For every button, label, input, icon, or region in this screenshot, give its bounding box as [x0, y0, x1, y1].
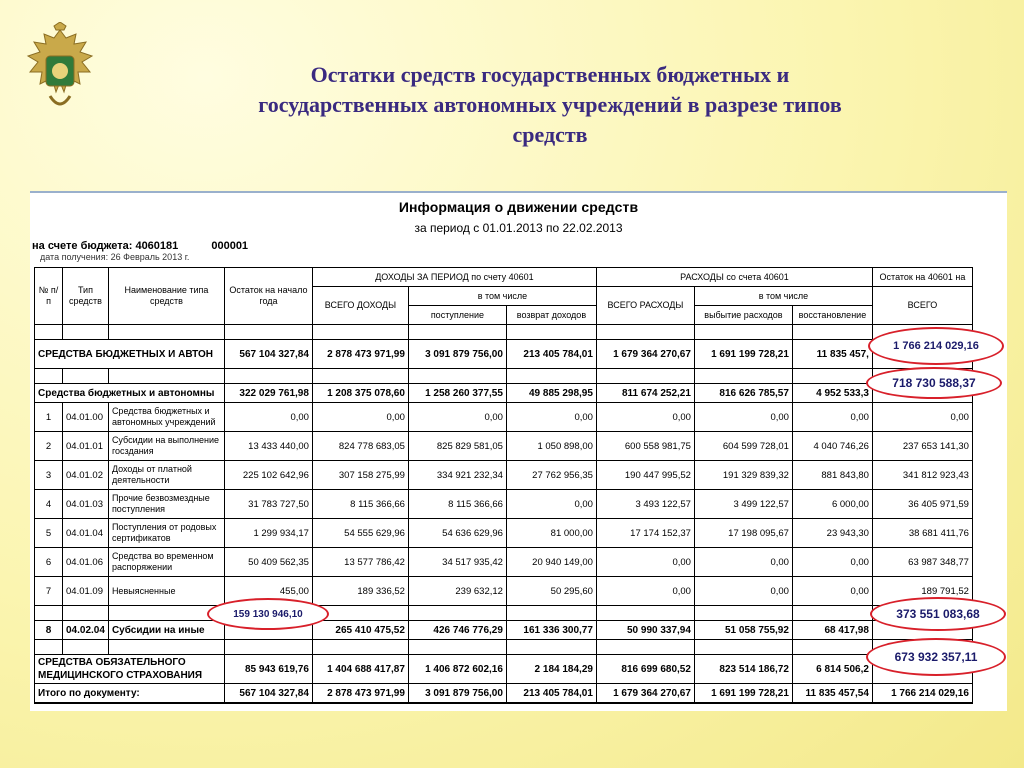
cell: 0,00: [596, 577, 694, 606]
table-row: [35, 577, 973, 606]
header-expense-incl: в том числе: [694, 287, 872, 306]
row-name: Поступления от родовых сертификатов: [108, 519, 224, 548]
cell: 1 404 688 417,87: [312, 655, 408, 684]
cell: 81 000,00: [506, 519, 596, 548]
cell: 50 990 337,94: [596, 621, 694, 640]
row-name: Субсидии на выполнение госздания: [108, 432, 224, 461]
table-row-budget-auto: [35, 340, 973, 369]
spacer-row: [35, 369, 973, 384]
row-code: 04.01.01: [63, 432, 109, 461]
header-expense-out: выбытие расходов: [694, 306, 792, 325]
cell: 816 699 680,52: [596, 655, 694, 684]
row-code: 04.02.04: [63, 621, 109, 640]
table-row-oms: [35, 655, 973, 684]
cell: 8 115 366,66: [312, 490, 408, 519]
cell: 13 433 440,00: [224, 432, 312, 461]
cell: 334 921 232,34: [408, 461, 506, 490]
cell: 17 174 152,37: [596, 519, 694, 548]
header-expense-group: РАСХОДЫ со счета 40601: [596, 268, 872, 287]
row-name: Средства во временном распоряжении: [108, 548, 224, 577]
spacer-row: [35, 606, 973, 621]
header-expense-total: ВСЕГО РАСХОДЫ: [596, 287, 694, 325]
table-row: [35, 432, 973, 461]
row-num: 7: [35, 577, 63, 606]
row-code: 04.01.03: [63, 490, 109, 519]
header-expense-restore: восстановление: [792, 306, 872, 325]
table-row-subsidy: [35, 621, 973, 640]
cell: 0,00: [792, 548, 872, 577]
cell: 11 835 457,54: [792, 684, 872, 704]
highlight-oval-subsidy-end: 373 551 083,68: [870, 597, 1006, 631]
row-num: 1: [35, 403, 63, 432]
header-name: Наименование типа средств: [108, 268, 224, 325]
cell: 3 091 879 756,00: [408, 684, 506, 704]
cell: 567 104 327,84: [224, 340, 312, 369]
cell: 49 885 298,95: [506, 384, 596, 403]
cell: 20 940 149,00: [506, 548, 596, 577]
cell: 239 632,12: [408, 577, 506, 606]
cell: 0,00: [312, 403, 408, 432]
cell: 225 102 642,96: [224, 461, 312, 490]
cell: 51 058 755,92: [694, 621, 792, 640]
highlight-oval-budget-auto: 1 766 214 029,16: [868, 327, 1004, 365]
row-num: 4: [35, 490, 63, 519]
received-date: дата получения: 26 Февраль 2013 г.: [40, 252, 190, 262]
cell: 604 599 728,01: [694, 432, 792, 461]
row-num: 8: [35, 621, 63, 640]
document-period: за период с 01.01.2013 по 22.02.2013: [414, 221, 623, 235]
table-row: [35, 403, 973, 432]
cell: 13 577 786,42: [312, 548, 408, 577]
table-row: [35, 519, 973, 548]
row-num: 2: [35, 432, 63, 461]
cell: 17 198 095,67: [694, 519, 792, 548]
row-name: СРЕДСТВА БЮДЖЕТНЫХ И АВТОН: [35, 340, 225, 369]
table-row: [35, 490, 973, 519]
total-label: Итого по документу:: [35, 684, 225, 704]
cell: 0,00: [224, 403, 312, 432]
cell: 213 405 784,01: [506, 684, 596, 704]
cell: 2 184 184,29: [506, 655, 596, 684]
cell: 189 791,52: [872, 577, 972, 606]
header-income-incl: в том числе: [408, 287, 596, 306]
table-row-budget-auto-2: [35, 384, 973, 403]
cell: 1 299 934,17: [224, 519, 312, 548]
cell: 85 943 619,76: [224, 655, 312, 684]
cell: 816 626 785,57: [694, 384, 792, 403]
cell: 1 679 364 270,67: [596, 684, 694, 704]
row-num: 3: [35, 461, 63, 490]
cell: 191 329 839,32: [694, 461, 792, 490]
cell: 190 447 995,52: [596, 461, 694, 490]
cell: 0,00: [408, 403, 506, 432]
cell: 2 878 473 971,99: [312, 684, 408, 704]
cell: 6 814 506,2: [792, 655, 872, 684]
cell: 1 679 364 270,67: [596, 340, 694, 369]
table-row-total: [35, 684, 973, 704]
row-name: [35, 655, 225, 684]
cell: 881 843,80: [792, 461, 872, 490]
cell: 3 499 122,57: [694, 490, 792, 519]
report-sheet: [30, 191, 1007, 711]
cell: 68 417,98: [792, 621, 872, 640]
slide-title: [170, 60, 930, 150]
cell: 8 115 366,66: [408, 490, 506, 519]
cell: 811 674 252,21: [596, 384, 694, 403]
cell: 1 406 872 602,16: [408, 655, 506, 684]
cell: 63 987 348,77: [872, 548, 972, 577]
cell: 0,00: [506, 490, 596, 519]
header-row-1: [35, 268, 973, 287]
cell: 36 405 971,59: [872, 490, 972, 519]
account-line: [32, 240, 248, 252]
cell: 1 050 898,00: [506, 432, 596, 461]
cell: 27 762 956,35: [506, 461, 596, 490]
cell: 50 295,60: [506, 577, 596, 606]
header-end-group: Остаток на 40601 на: [872, 268, 972, 287]
cell: 3 493 122,57: [596, 490, 694, 519]
item-rows: [35, 403, 973, 606]
cell: 567 104 327,84: [224, 684, 312, 704]
highlight-oval-oms: 673 932 357,11: [866, 638, 1006, 676]
row-code: 04.01.02: [63, 461, 109, 490]
highlight-oval-subsidy-start: 159 130 946,10: [207, 598, 329, 630]
cell: 23 943,30: [792, 519, 872, 548]
cell: 0,00: [596, 548, 694, 577]
header-income-group: ДОХОДЫ ЗА ПЕРИОД по счету 40601: [312, 268, 596, 287]
cell: 0,00: [506, 403, 596, 432]
header-num: № п/п: [35, 268, 63, 325]
title-line-1: Остатки средств государственных бюджетных и: [310, 62, 790, 87]
cell: 341 812 923,43: [872, 461, 972, 490]
cell: 0,00: [792, 577, 872, 606]
row-name: Прочие безвозмездные поступления: [108, 490, 224, 519]
oms-name-line-1: СРЕДСТВА ОБЯЗАТЕЛЬНОГО: [38, 657, 186, 668]
header-income-in: поступление: [408, 306, 506, 325]
coat-of-arms-logo: [20, 22, 100, 122]
row-name: Средства бюджетных и автономных учреждений: [108, 403, 224, 432]
cell: 2 878 473 971,99: [312, 340, 408, 369]
cell: 189 336,52: [312, 577, 408, 606]
cell: 54 636 629,96: [408, 519, 506, 548]
spacer-row: [35, 325, 973, 340]
account-code: 000001: [211, 240, 249, 252]
header-income-return: возврат доходов: [506, 306, 596, 325]
row-name: Средства бюджетных и автономны: [35, 384, 225, 403]
cell: 50 409 562,35: [224, 548, 312, 577]
row-name: Доходы от платной деятельности: [108, 461, 224, 490]
highlight-oval-budget-auto-2: 718 730 588,37: [866, 367, 1002, 399]
account-label: на счете бюджета: 4060181: [32, 240, 179, 252]
row-num: 5: [35, 519, 63, 548]
row-code: 04.01.09: [63, 577, 109, 606]
table-row: [35, 461, 973, 490]
cell: 4 952 533,3: [792, 384, 872, 403]
header-end-total: ВСЕГО: [872, 287, 972, 325]
cell: 1 766 214 029,16: [872, 684, 972, 704]
table-row: [35, 548, 973, 577]
cell: 31 783 727,50: [224, 490, 312, 519]
title-line-2: государственных автономных учреждений в разрезе типов: [258, 92, 842, 117]
row-num: 6: [35, 548, 63, 577]
cell: 265 410 475,52: [312, 621, 408, 640]
cell: 0,00: [694, 403, 792, 432]
cell: 237 653 141,30: [872, 432, 972, 461]
cell: 213 405 784,01: [506, 340, 596, 369]
header-start: Остаток на начало года: [224, 268, 312, 325]
cell: 823 514 186,72: [694, 655, 792, 684]
cell: 6 000,00: [792, 490, 872, 519]
header-income-total: ВСЕГО ДОХОДЫ: [312, 287, 408, 325]
cell: 0,00: [792, 403, 872, 432]
cell: 54 555 629,96: [312, 519, 408, 548]
cell: 0,00: [694, 548, 792, 577]
spacer-row: [35, 640, 973, 655]
cell: 161 336 300,77: [506, 621, 596, 640]
cell: 1 691 199 728,21: [694, 340, 792, 369]
cell: 455,00: [224, 577, 312, 606]
cell: 38 681 411,76: [872, 519, 972, 548]
row-code: 04.01.06: [63, 548, 109, 577]
document-heading: Информация о движении средств: [398, 199, 639, 215]
movement-table: [34, 267, 973, 704]
cell: 322 029 761,98: [224, 384, 312, 403]
cell: 824 778 683,05: [312, 432, 408, 461]
oms-name-line-2: МЕДИЦИНСКОГО СТРАХОВАНИЯ: [38, 670, 203, 681]
cell: 600 558 981,75: [596, 432, 694, 461]
cell: 1 691 199 728,21: [694, 684, 792, 704]
cell: 1 208 375 078,60: [312, 384, 408, 403]
title-line-3: средств: [512, 122, 588, 147]
cell: 825 829 581,05: [408, 432, 506, 461]
cell: 0,00: [872, 403, 972, 432]
row-name: Невыясненные: [108, 577, 224, 606]
cell: 0,00: [694, 577, 792, 606]
cell: 4 040 746,26: [792, 432, 872, 461]
cell: 0,00: [596, 403, 694, 432]
row-name: Субсидии на иные: [108, 621, 224, 640]
cell: 1 258 260 377,55: [408, 384, 506, 403]
cell: 426 746 776,29: [408, 621, 506, 640]
header-type: Тип средств: [63, 268, 109, 325]
row-code: 04.01.04: [63, 519, 109, 548]
row-code: 04.01.00: [63, 403, 109, 432]
cell: 3 091 879 756,00: [408, 340, 506, 369]
cell: 307 158 275,99: [312, 461, 408, 490]
cell: 34 517 935,42: [408, 548, 506, 577]
cell: 11 835 457,: [792, 340, 872, 369]
